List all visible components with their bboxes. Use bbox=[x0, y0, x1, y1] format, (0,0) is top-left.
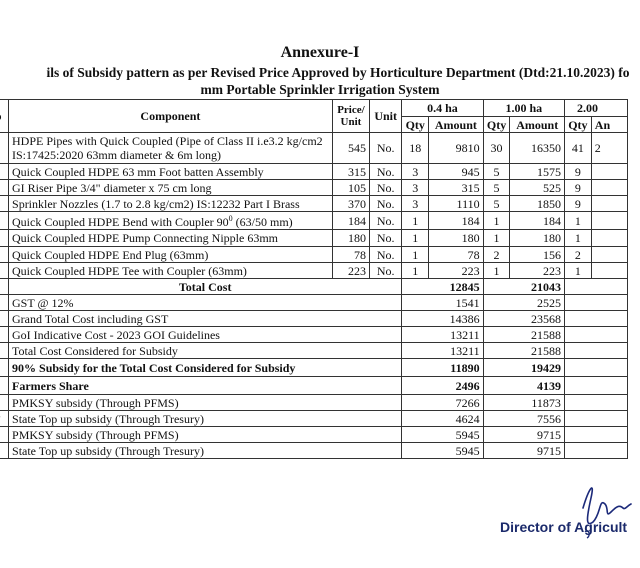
summary-partial-cell bbox=[564, 411, 627, 427]
summary-amount: 21588 bbox=[483, 343, 564, 359]
price-cell: 105 bbox=[332, 180, 369, 196]
summary-amount: 5945 bbox=[402, 443, 483, 459]
summary-amount: 14386 bbox=[402, 311, 483, 327]
amount-cell: 525 bbox=[510, 180, 564, 196]
amount-cell: 1850 bbox=[510, 196, 564, 212]
sno-header bbox=[0, 100, 9, 133]
summary-partial-cell bbox=[564, 327, 627, 343]
qty-header: Qty bbox=[402, 117, 429, 133]
qty-cell: 1 bbox=[564, 230, 591, 247]
qty-header: Qty bbox=[483, 117, 510, 133]
table-row bbox=[0, 230, 628, 247]
amount-cell: 945 bbox=[429, 164, 483, 180]
unit-cell: No. bbox=[370, 180, 402, 196]
qty-cell: 2 bbox=[483, 247, 510, 263]
amount-cell bbox=[591, 212, 627, 230]
unit-cell: No. bbox=[370, 196, 402, 212]
component-header: Component bbox=[9, 100, 333, 133]
qty-cell: 3 bbox=[402, 196, 429, 212]
component-cell: Quick Coupled HDPE Pump Connecting Nipple 63mm bbox=[9, 230, 333, 247]
qty-cell: 9 bbox=[564, 196, 591, 212]
summary-partial-cell bbox=[564, 395, 627, 411]
summary-row bbox=[0, 427, 628, 443]
summary-amount: 23568 bbox=[483, 311, 564, 327]
subsidy-table bbox=[0, 99, 628, 459]
summary-partial-cell bbox=[564, 343, 627, 359]
sno-cell bbox=[0, 343, 9, 359]
amount-cell: 180 bbox=[510, 230, 564, 247]
summary-amount: 11873 bbox=[483, 395, 564, 411]
summary-row bbox=[0, 443, 628, 459]
summary-amount: 9715 bbox=[483, 427, 564, 443]
summary-label: Total Cost Considered for Subsidy bbox=[9, 343, 402, 359]
table-row bbox=[0, 247, 628, 263]
qty-cell: 1 bbox=[483, 212, 510, 230]
amount-header: Amount bbox=[510, 117, 564, 133]
amount-cell: 1110 bbox=[429, 196, 483, 212]
qty-cell: 2 bbox=[564, 247, 591, 263]
price-cell: 184 bbox=[332, 212, 369, 230]
qty-cell: 1 bbox=[483, 263, 510, 279]
qty-cell: 1 bbox=[564, 212, 591, 230]
qty-cell: 5 bbox=[483, 196, 510, 212]
area-1ha-header: 1.00 ha bbox=[483, 100, 564, 117]
table-row bbox=[0, 196, 628, 212]
annexure-title: Annexure-I bbox=[280, 44, 360, 61]
amount-cell: 16350 bbox=[510, 133, 564, 164]
area-2ha-header: 2.00 bbox=[564, 100, 627, 117]
sno-cell bbox=[0, 411, 9, 427]
unit-cell: No. bbox=[370, 212, 402, 230]
amount-header-partial: An bbox=[591, 117, 627, 133]
summary-amount: 5945 bbox=[402, 427, 483, 443]
component-cell: Quick Coupled HDPE Bend with Coupler $90^0$ (63/50 mm) bbox=[9, 212, 333, 230]
component-cell: Sprinkler Nozzles (1.7 to 2.8 kg/cm2) IS:12232 Part I Brass bbox=[9, 196, 333, 212]
price-cell: 78 bbox=[332, 247, 369, 263]
component-cell: HDPE Pipes with Quick Coupled (Pipe of Class II i.e3.2 kg/cm2 IS:17425:2020 63mm diameter & 6m long) bbox=[9, 133, 333, 164]
unit-cell: No. bbox=[370, 230, 402, 247]
summary-label: GST @ 12% bbox=[9, 295, 402, 311]
total-amount: 12845 bbox=[402, 279, 483, 295]
summary-label: Grand Total Cost including GST bbox=[9, 311, 402, 327]
summary-amount: 13211 bbox=[402, 327, 483, 343]
amount-header: Amount bbox=[429, 117, 483, 133]
summary-label: State Top up subsidy (Through Tresury) bbox=[9, 443, 402, 459]
qty-cell: 9 bbox=[564, 164, 591, 180]
summary-label: Farmers Share bbox=[9, 377, 402, 395]
amount-cell bbox=[591, 180, 627, 196]
amount-cell: 9810 bbox=[429, 133, 483, 164]
sno-cell bbox=[0, 395, 9, 411]
amount-cell bbox=[591, 263, 627, 279]
price-cell: 223 bbox=[332, 263, 369, 279]
table-row bbox=[0, 263, 628, 279]
summary-row bbox=[0, 411, 628, 427]
qty-cell: 1 bbox=[402, 263, 429, 279]
unit-cell: No. bbox=[370, 133, 402, 164]
total-label: Total Cost bbox=[9, 279, 402, 295]
price-cell: 370 bbox=[332, 196, 369, 212]
summary-amount: 2525 bbox=[483, 295, 564, 311]
sno-cell bbox=[0, 377, 9, 395]
amount-cell bbox=[591, 196, 627, 212]
qty-cell: 5 bbox=[483, 180, 510, 196]
component-cell: GI Riser Pipe 3/4" diameter x 75 cm long bbox=[9, 180, 333, 196]
amount-cell bbox=[591, 230, 627, 247]
table-row bbox=[0, 212, 628, 230]
amount-cell: 2 bbox=[591, 133, 627, 164]
amount-cell: 223 bbox=[510, 263, 564, 279]
amount-cell: 180 bbox=[429, 230, 483, 247]
table-row bbox=[0, 164, 628, 180]
summary-label: PMKSY subsidy (Through PFMS) bbox=[9, 427, 402, 443]
amount-cell bbox=[591, 247, 627, 263]
qty-cell: 1 bbox=[564, 263, 591, 279]
summary-label: PMKSY subsidy (Through PFMS) bbox=[9, 395, 402, 411]
price-header: Price/ Unit bbox=[332, 100, 369, 133]
table-row bbox=[0, 133, 628, 164]
qty-cell: 5 bbox=[483, 164, 510, 180]
price-cell: 315 bbox=[332, 164, 369, 180]
area-04ha-header: 0.4 ha bbox=[402, 100, 483, 117]
component-cell: Quick Coupled HDPE 63 mm Foot batten Assembly bbox=[9, 164, 333, 180]
price-cell: 180 bbox=[332, 230, 369, 247]
summary-partial-cell bbox=[564, 427, 627, 443]
summary-amount: 7556 bbox=[483, 411, 564, 427]
summary-row bbox=[0, 377, 628, 395]
qty-cell: 3 bbox=[402, 164, 429, 180]
unit-cell: No. bbox=[370, 263, 402, 279]
summary-partial-cell bbox=[564, 443, 627, 459]
sno-cell bbox=[0, 427, 9, 443]
summary-row bbox=[0, 395, 628, 411]
component-cell: Quick Coupled HDPE End Plug (63mm) bbox=[9, 247, 333, 263]
amount-cell: 184 bbox=[429, 212, 483, 230]
qty-cell: 1 bbox=[402, 212, 429, 230]
amount-cell: 223 bbox=[429, 263, 483, 279]
qty-cell: 1 bbox=[483, 230, 510, 247]
qty-cell: 41 bbox=[564, 133, 591, 164]
summary-label: State Top up subsidy (Through Tresury) bbox=[9, 411, 402, 427]
summary-amount: 13211 bbox=[402, 343, 483, 359]
summary-partial-cell bbox=[564, 311, 627, 327]
unit-cell: No. bbox=[370, 247, 402, 263]
qty-cell: 1 bbox=[402, 247, 429, 263]
summary-amount: 9715 bbox=[483, 443, 564, 459]
qty-cell: 3 bbox=[402, 180, 429, 196]
sno-cell bbox=[0, 295, 9, 311]
sno-cell bbox=[0, 327, 9, 343]
amount-cell: 184 bbox=[510, 212, 564, 230]
summary-amount: 11890 bbox=[402, 359, 483, 377]
total-amount: 21043 bbox=[483, 279, 564, 295]
summary-row bbox=[0, 327, 628, 343]
amount-cell: 1575 bbox=[510, 164, 564, 180]
sno-cell bbox=[0, 359, 9, 377]
summary-amount: 7266 bbox=[402, 395, 483, 411]
amount-cell bbox=[591, 164, 627, 180]
unit-cell: No. bbox=[370, 164, 402, 180]
qty-cell: 9 bbox=[564, 180, 591, 196]
qty-cell: 18 bbox=[402, 133, 429, 164]
component-cell: Quick Coupled HDPE Tee with Coupler (63mm) bbox=[9, 263, 333, 279]
summary-amount: 1541 bbox=[402, 295, 483, 311]
summary-row bbox=[0, 311, 628, 327]
summary-amount: 2496 bbox=[402, 377, 483, 395]
summary-row bbox=[0, 343, 628, 359]
amount-cell: 315 bbox=[429, 180, 483, 196]
summary-row bbox=[0, 359, 628, 377]
document-subtitle-line2: mm Portable Sprinkler Irrigation System bbox=[200, 82, 440, 97]
summary-row bbox=[0, 295, 628, 311]
document-subtitle: ils of Subsidy pattern as per Revised Price Approved by Horticulture Department (Dtd:21.10.2023) fo bbox=[46, 65, 630, 80]
unit-header: Unit bbox=[370, 100, 402, 133]
summary-amount: 21588 bbox=[483, 327, 564, 343]
qty-header: Qty bbox=[564, 117, 591, 133]
summary-amount: 4624 bbox=[402, 411, 483, 427]
table-row bbox=[0, 180, 628, 196]
amount-cell: 78 bbox=[429, 247, 483, 263]
summary-amount: 19429 bbox=[483, 359, 564, 377]
price-cell: 545 bbox=[332, 133, 369, 164]
summary-label: 90% Subsidy for the Total Cost Considered for Subsidy bbox=[9, 359, 402, 377]
director-signature-label: Director of Agricult bbox=[500, 519, 628, 535]
total-row bbox=[0, 279, 628, 295]
summary-partial-cell bbox=[564, 295, 627, 311]
amount-cell: 156 bbox=[510, 247, 564, 263]
qty-cell: 1 bbox=[402, 230, 429, 247]
sno-cell bbox=[0, 443, 9, 459]
summary-amount: 4139 bbox=[483, 377, 564, 395]
sno-cell bbox=[0, 311, 9, 327]
summary-partial-cell bbox=[564, 377, 627, 395]
summary-partial-cell bbox=[564, 359, 627, 377]
summary-label: GoI Indicative Cost - 2023 GOI Guidelines bbox=[9, 327, 402, 343]
qty-cell: 30 bbox=[483, 133, 510, 164]
